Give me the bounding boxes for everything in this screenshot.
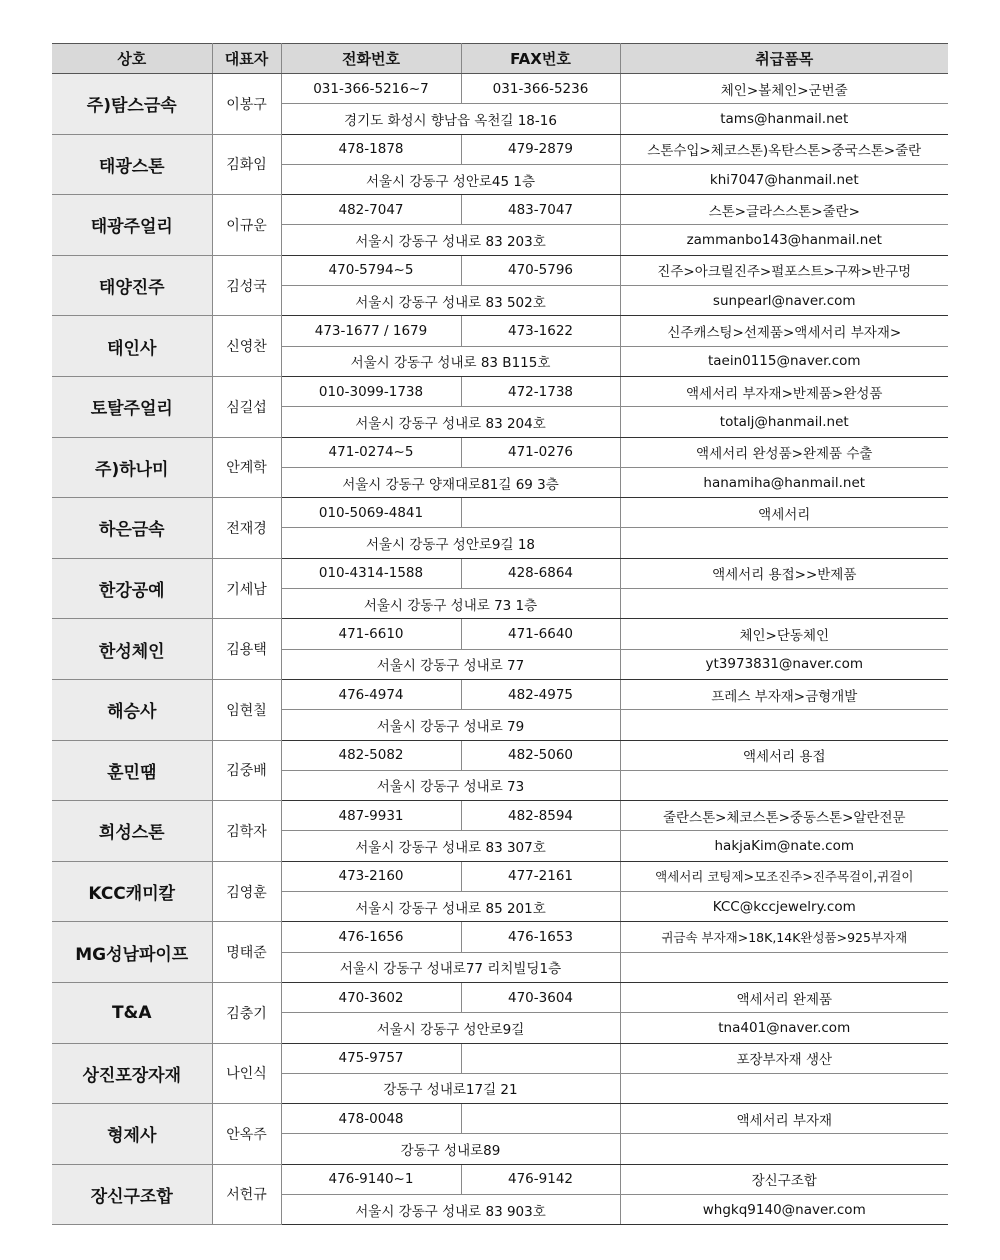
representative: 김학자 [212, 801, 281, 862]
product-items: 포장부자재 생산 [620, 1043, 948, 1073]
representative: 김중배 [212, 740, 281, 801]
fax-number: 471-6640 [461, 619, 620, 649]
representative: 안계학 [212, 437, 281, 498]
email: tams@hanmail.net [620, 104, 948, 134]
company-name: 주)탐스금속 [52, 74, 212, 135]
address: 강동구 성내로89 [281, 1134, 620, 1164]
fax-number [461, 1104, 620, 1134]
address: 서울시 강동구 성안로9길 18 [281, 528, 620, 558]
address: 서울시 강동구 성내로 83 B115호 [281, 346, 620, 376]
company-name: 주)하나미 [52, 437, 212, 498]
representative: 나인식 [212, 1043, 281, 1104]
address: 서울시 강동구 성내로 83 903호 [281, 1194, 620, 1224]
phone-number: 476-4974 [281, 679, 461, 709]
address: 서울시 강동구 성내로 73 [281, 770, 620, 800]
company-row-main [52, 255, 948, 285]
header-representative: 대표자 [212, 44, 281, 74]
representative: 임현칠 [212, 679, 281, 740]
address: 서울시 강동구 성내로77 리치빌딩1층 [281, 952, 620, 982]
email [620, 952, 948, 982]
company-name: 한성체인 [52, 619, 212, 680]
phone-number: 471-0274~5 [281, 437, 461, 467]
product-items: 액세서리 코팅제>모조진주>진주목걸이,귀걸이 [620, 861, 948, 891]
company-row-main [52, 801, 948, 831]
table-header [52, 44, 948, 74]
representative: 이봉구 [212, 74, 281, 135]
table-body [52, 74, 948, 1225]
phone-number: 010-5069-4841 [281, 498, 461, 528]
address: 강동구 성내로17길 21 [281, 1073, 620, 1103]
email [620, 1073, 948, 1103]
company-name: 태광스톤 [52, 134, 212, 195]
fax-number [461, 498, 620, 528]
company-row-main [52, 376, 948, 406]
phone-number: 482-5082 [281, 740, 461, 770]
company-row-main [52, 982, 948, 1012]
company-name: 훈민땜 [52, 740, 212, 801]
phone-number: 476-1656 [281, 922, 461, 952]
phone-number: 487-9931 [281, 801, 461, 831]
product-items: 장신구조합 [620, 1164, 948, 1194]
company-row-main [52, 861, 948, 891]
company-row-main [52, 679, 948, 709]
representative: 김성국 [212, 255, 281, 316]
company-row-main [52, 74, 948, 104]
phone-number: 473-1677 / 1679 [281, 316, 461, 346]
company-row-main [52, 558, 948, 588]
email: zammanbo143@hanmail.net [620, 225, 948, 255]
product-items: 줄란스톤>체코스톤>중동스톤>알란전문 [620, 801, 948, 831]
representative: 김영훈 [212, 861, 281, 922]
fax-number [461, 1043, 620, 1073]
product-items: 진주>아크릴진주>펄포스트>구짜>반구멍 [620, 255, 948, 285]
company-row-main [52, 619, 948, 649]
product-items: 신주캐스팅>선제품>액세서리 부자재> [620, 316, 948, 346]
phone-number: 471-6610 [281, 619, 461, 649]
fax-number: 471-0276 [461, 437, 620, 467]
fax-number: 470-3604 [461, 982, 620, 1012]
product-items: 프레스 부자재>금형개발 [620, 679, 948, 709]
representative: 심길섭 [212, 376, 281, 437]
email: KCC@kccjewelry.com [620, 892, 948, 922]
product-items: 귀금속 부자재>18K,14K완성품>925부자재 [620, 922, 948, 952]
company-row-main [52, 316, 948, 346]
email: whgkq9140@naver.com [620, 1194, 948, 1224]
email [620, 770, 948, 800]
phone-number: 476-9140~1 [281, 1164, 461, 1194]
email: hanamiha@hanmail.net [620, 467, 948, 497]
product-items: 액세서리 [620, 498, 948, 528]
fax-number: 482-8594 [461, 801, 620, 831]
email [620, 710, 948, 740]
header-items: 취급품목 [620, 44, 948, 74]
phone-number: 470-3602 [281, 982, 461, 1012]
product-items: 액세서리 완성품>완제품 수출 [620, 437, 948, 467]
address: 서울시 강동구 성내로 85 201호 [281, 892, 620, 922]
company-row-main [52, 134, 948, 164]
address: 경기도 화성시 향남읍 옥천길 18-16 [281, 104, 620, 134]
company-row-main [52, 195, 948, 225]
company-row-main [52, 740, 948, 770]
product-items: 액세서리 용접>>반제품 [620, 558, 948, 588]
company-row-main [52, 1043, 948, 1073]
company-name: 장신구조합 [52, 1164, 212, 1225]
representative: 김충기 [212, 982, 281, 1043]
representative: 신영찬 [212, 316, 281, 377]
product-items: 체인>단동체인 [620, 619, 948, 649]
fax-number: 473-1622 [461, 316, 620, 346]
company-name: KCC캐미칼 [52, 861, 212, 922]
address: 서울시 강동구 성내로 77 [281, 649, 620, 679]
company-directory-table [52, 43, 948, 1225]
fax-number: 482-4975 [461, 679, 620, 709]
phone-number: 478-0048 [281, 1104, 461, 1134]
company-name: T&A [52, 982, 212, 1043]
product-items: 액세서리 용접 [620, 740, 948, 770]
company-name: 희성스톤 [52, 801, 212, 862]
fax-number: 479-2879 [461, 134, 620, 164]
representative: 이규운 [212, 195, 281, 256]
header-company-name: 상호 [52, 44, 212, 74]
phone-number: 031-366-5216~7 [281, 74, 461, 104]
company-name: 하은금속 [52, 498, 212, 559]
address: 서울시 강동구 성안로9길 [281, 1013, 620, 1043]
address: 서울시 강동구 성내로 83 204호 [281, 407, 620, 437]
address: 서울시 강동구 성내로 83 502호 [281, 286, 620, 316]
company-row-main [52, 922, 948, 952]
company-name: 토탈주얼리 [52, 376, 212, 437]
address: 서울시 강동구 성내로 83 203호 [281, 225, 620, 255]
representative: 전재경 [212, 498, 281, 559]
company-row-main [52, 1164, 948, 1194]
representative: 김용택 [212, 619, 281, 680]
email: tna401@naver.com [620, 1013, 948, 1043]
product-items: 액세서리 완제품 [620, 982, 948, 1012]
address: 서울시 강동구 성내로 73 1층 [281, 589, 620, 619]
phone-number: 010-3099-1738 [281, 376, 461, 406]
email: hakjaKim@nate.com [620, 831, 948, 861]
company-row-main [52, 498, 948, 528]
header-phone: 전화번호 [281, 44, 461, 74]
fax-number: 477-2161 [461, 861, 620, 891]
product-items: 액세서리 부자재 [620, 1104, 948, 1134]
company-name: 태양진주 [52, 255, 212, 316]
phone-number: 470-5794~5 [281, 255, 461, 285]
company-name: 태인사 [52, 316, 212, 377]
fax-number: 476-9142 [461, 1164, 620, 1194]
representative: 안옥주 [212, 1104, 281, 1165]
fax-number: 031-366-5236 [461, 74, 620, 104]
product-items: 스톤수입>체코스톤)옥탄스톤>중국스톤>줄란 [620, 134, 948, 164]
email [620, 528, 948, 558]
company-name: 해승사 [52, 679, 212, 740]
company-name: 형제사 [52, 1104, 212, 1165]
company-name: 태광주얼리 [52, 195, 212, 256]
product-items: 액세서리 부자재>반제품>완성품 [620, 376, 948, 406]
address: 서울시 강동구 성내로 79 [281, 710, 620, 740]
company-name: MG성남파이프 [52, 922, 212, 983]
representative: 명태준 [212, 922, 281, 983]
email: khi7047@hanmail.net [620, 164, 948, 194]
email [620, 1134, 948, 1164]
phone-number: 475-9757 [281, 1043, 461, 1073]
company-row-main [52, 437, 948, 467]
fax-number: 470-5796 [461, 255, 620, 285]
product-items: 스톤>글라스스톤>줄란> [620, 195, 948, 225]
product-items: 체인>볼체인>군번줄 [620, 74, 948, 104]
header-fax: FAX번호 [461, 44, 620, 74]
fax-number: 428-6864 [461, 558, 620, 588]
representative: 기세남 [212, 558, 281, 619]
address: 서울시 강동구 양재대로81길 69 3층 [281, 467, 620, 497]
email: taein0115@naver.com [620, 346, 948, 376]
email: sunpearl@naver.com [620, 286, 948, 316]
phone-number: 478-1878 [281, 134, 461, 164]
company-name: 상진포장자재 [52, 1043, 212, 1104]
phone-number: 473-2160 [281, 861, 461, 891]
company-row-main [52, 1104, 948, 1134]
address: 서울시 강동구 성내로 83 307호 [281, 831, 620, 861]
phone-number: 010-4314-1588 [281, 558, 461, 588]
email: totalj@hanmail.net [620, 407, 948, 437]
fax-number: 482-5060 [461, 740, 620, 770]
representative: 김화임 [212, 134, 281, 195]
address: 서울시 강동구 성안로45 1층 [281, 164, 620, 194]
company-name: 한강공예 [52, 558, 212, 619]
fax-number: 476-1653 [461, 922, 620, 952]
representative: 서헌규 [212, 1164, 281, 1225]
phone-number: 482-7047 [281, 195, 461, 225]
email [620, 589, 948, 619]
email: yt3973831@naver.com [620, 649, 948, 679]
fax-number: 472-1738 [461, 376, 620, 406]
fax-number: 483-7047 [461, 195, 620, 225]
header-row [52, 44, 948, 74]
